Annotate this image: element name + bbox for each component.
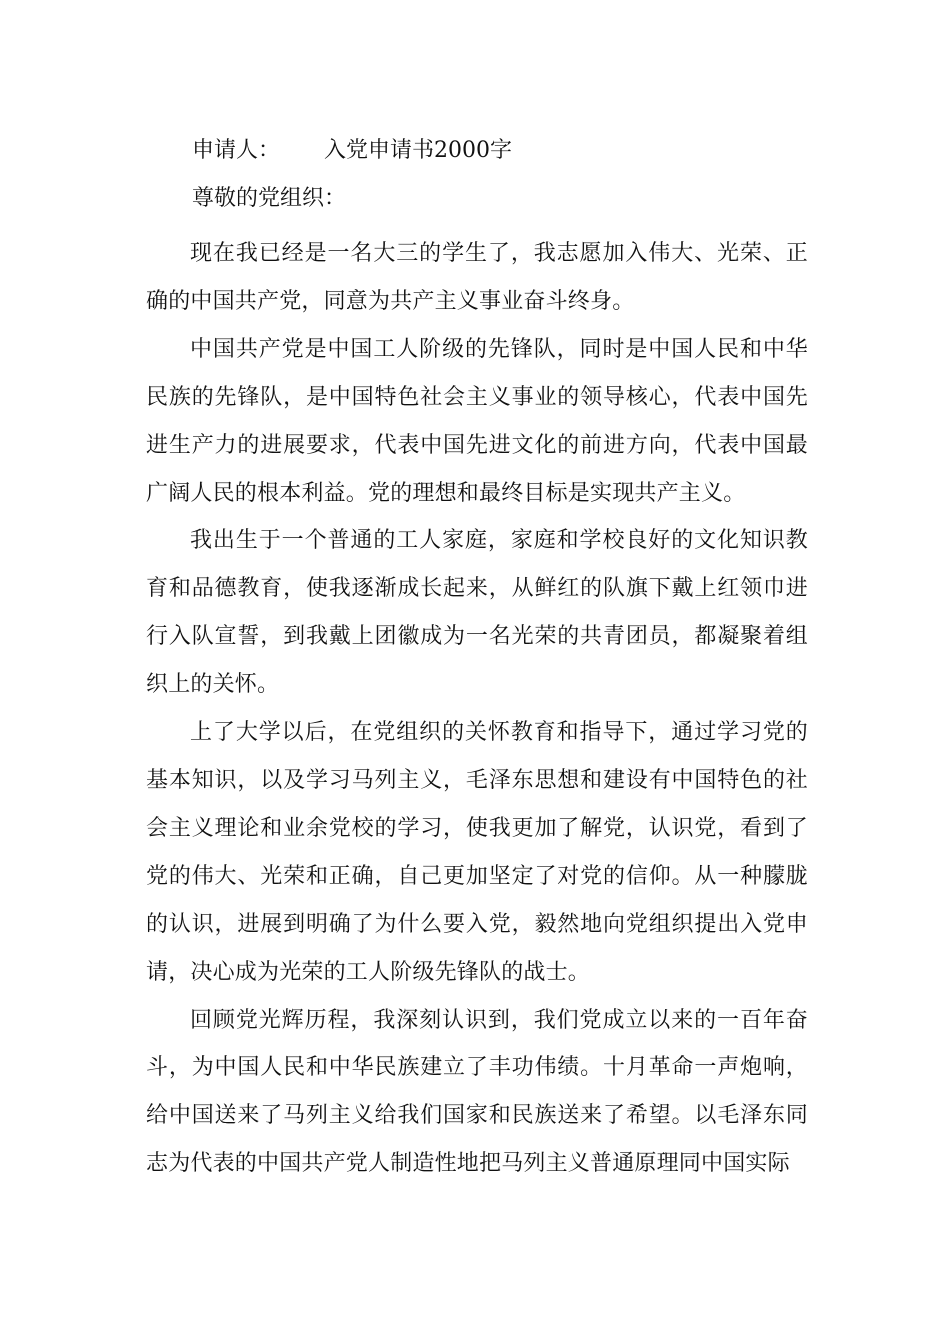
paragraph: 回顾党光辉历程，我深刻认识到，我们党成立以来的一百年奋斗，为中国人民和中华民族建立了丰功伟绩。十月革命一声炮响，给中国送来了马列主义给我们国家和民族送来了希望。以毛泽东同志为代表的中国共产党人制造性地把马列主义普通原理同中国实际 [146,1007,808,1177]
body-text [146,230,808,1188]
salutation: 尊敬的党组织： [192,186,347,211]
paragraph: 上了大学以后，在党组织的关怀教育和指导下，通过学习党的基本知识，以及学习马列主义，毛泽东思想和建设有中国特色的社会主义理论和业余党校的学习，使我更加了解党，认识党，看到了党的伟大、光荣和正确，自己更加坚定了对党的信仰。从一种朦胧的认识，进展到明确了为什么要入党，毅然地向党组织提出入党申请，决心成为光荣的工人阶级先锋队的战士。 [146,720,808,985]
applicant-label: 申请人： [192,138,281,163]
paragraph: 中国共产党是中国工人阶级的先锋队，同时是中国人民和中华民族的先锋队，是中国特色社会主义事业的领导核心，代表中国先进生产力的进展要求，代表中国先进文化的前进方向，代表中国最广阔人民的根本利益。党的理想和最终目标是实现共产主义。 [146,336,808,506]
document-title: 入党申请书2000字 [324,138,512,163]
header-line [192,135,512,167]
paragraph: 现在我已经是一名大三的学生了，我志愿加入伟大、光荣、正确的中国共产党，同意为共产主义事业奋斗终身。 [146,241,808,314]
paragraph: 我出生于一个普通的工人家庭，家庭和学校良好的文化知识教育和品德教育，使我逐渐成长起来，从鲜红的队旗下戴上红领巾进行入队宣誓，到我戴上团徽成为一名光荣的共青团员，都凝聚着组织上的关怀。 [146,528,808,698]
